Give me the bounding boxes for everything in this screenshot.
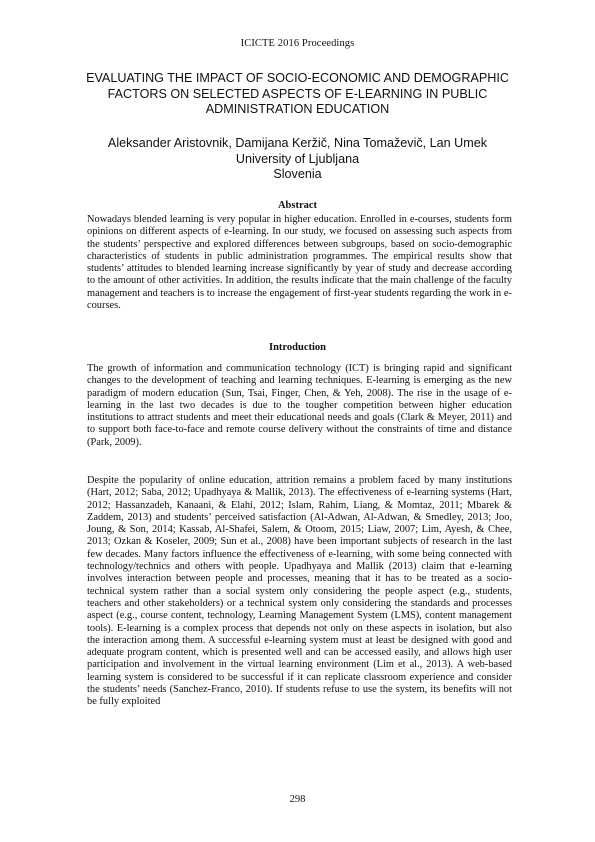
country: Slovenia (273, 167, 322, 182)
introduction-paragraph-1: The growth of information and communication technology (ICT) is bringing rapid and significant changes to the development of teaching and learning techniques. E-learning is emerging as the new paradigm of modern education (Sun, Tsai, Finger, Chen, & Yeh, 2008). The rise in the usage of e-learning in the last two decades is due to the tougher competition between higher education institutions to attract students and meet their educational needs and goals (Clark & Meyer, 2011) and to support both face-to-face and remote course delivery without the constraints of time and distance (Park, 2009). (87, 363, 512, 448)
running-header: ICICTE 2016 Proceedings (240, 38, 355, 49)
abstract-text: Nowadays blended learning is very popular in higher education. Enrolled in e-courses, students form opinions on different aspects of e-learning. In our study, we focused on assessing such aspects from the students’ perspective and explored differences between subgroups, based on socio-demographic characteristics of students in public administration programmes. The empirical results show that students’ attitudes to blended learning increase significantly by year of study and decrease according to the amount of other activities. In addition, the results indicate that the main challenge of the faculty management and teachers is to increase the engagement of first-year students regarding the work in e-courses. (87, 214, 512, 312)
author-block (40, 136, 555, 183)
paper-title: EVALUATING THE IMPACT OF SOCIO-ECONOMIC AND DEMOGRAPHIC FACTORS ON SELECTED ASPECTS OF E-LEARNING IN PUBLIC ADMINISTRATION EDUCATION (86, 71, 509, 117)
introduction-paragraph-2: Despite the popularity of online education, attrition remains a problem faced by many institutions (Hart, 2012; Saba, 2012; Upadhyaya & Mallik, 2013). The effectiveness of e-learning systems (Hart, 2012; Hassanzadeh, Kanaani, & Elahi, 2012; Islam, Rahim, Liang, & Momtaz, 2011; Mbarek & Zaddem, 2013) and students’ perceived satisfaction (Al-Adwan, Al-Adwan, & Smedley, 2013; Joo, Joung, & Son, 2014; Kassab, Al-Shafei, Salem, & Otoom, 2015; Liaw, 2007; Lim, Ayesh, & Chee, 2013; Ozkan & Koseler, 2009; Sun et al., 2008) have been important subjects of research in the last few decades. Many factors influence the effectiveness of e-learning, with some being connected with technology/technics and others with people. Upadhyaya and Mallik (2013) claim that e-learning involves interaction between people and processes, meaning that it has to be treated as a socio-technical system rather than a social system only considering the people aspect (e.g., students, teachers and other stakeholders) or a technical system only considering the standards and processes aspect (e.g., course content, technology, Learning Management System (LMS), content management tools). E-learning is a complex process that depends not only on these aspects in isolation, but also the interaction among them. A successful e-learning system must at least be designed with good and adequate program content, which is presented well and can be accessed easily, and allows high user participation and involvement in the virtual learning environment (Lim et al., 2013). A web-based learning system is considered to be successful if it can replicate classroom experience and consider the students’ needs (Sanchez-Franco, 2010). If students refuse to use the system, its benefits will not be fully exploited (87, 475, 512, 708)
affiliation: University of Ljubljana (235, 151, 360, 166)
abstract-heading: Abstract (277, 200, 318, 211)
page-number: 298 (289, 794, 306, 805)
author-names: Aleksander Aristovnik, Damijana Keržič, Nina Tomaževič, Lan Umek (107, 136, 488, 150)
introduction-heading: Introduction (269, 342, 326, 353)
